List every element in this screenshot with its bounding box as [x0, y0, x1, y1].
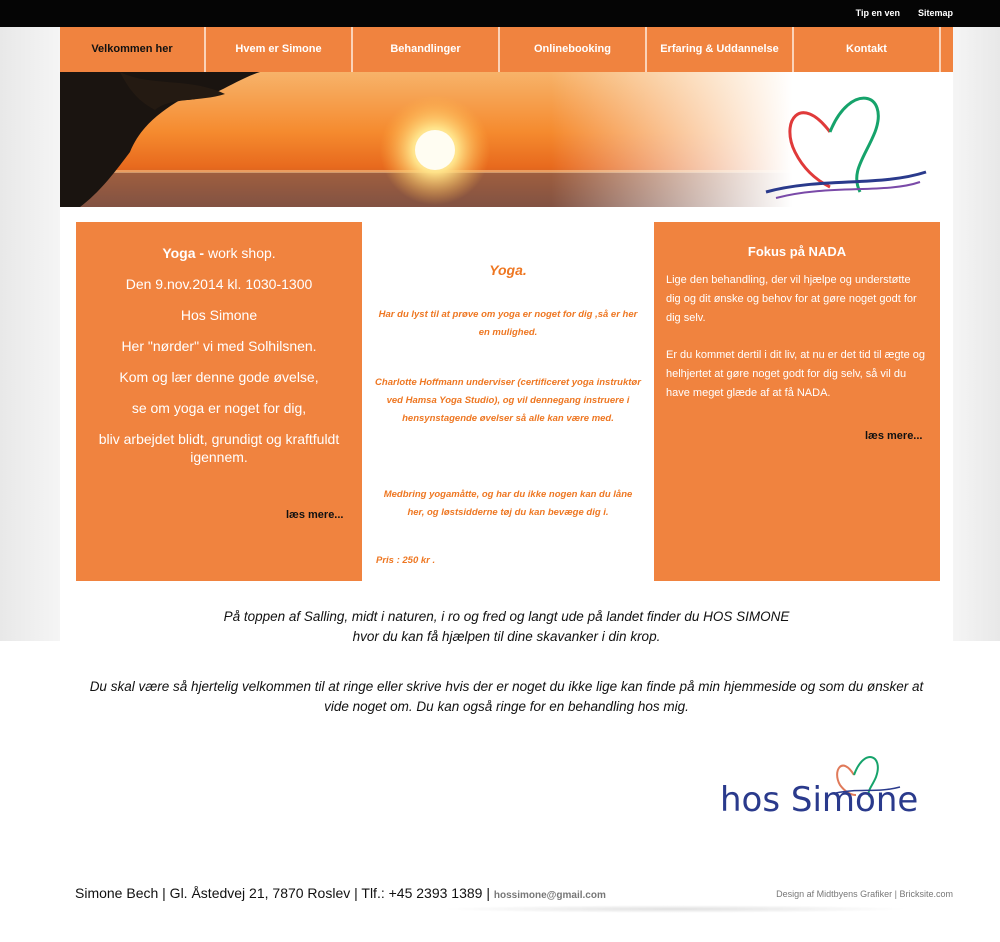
tip-friend-link[interactable]: Tip en ven [855, 8, 900, 18]
hos-simone-logo [718, 733, 918, 828]
workshop-title: Yoga - work shop. [162, 245, 276, 261]
nada-panel [654, 222, 940, 581]
footer-contact: Simone Bech | Gl. Åstedvej 21, 7870 Roslev | Tlf.: +45 2393 1389 | hossimone@gmail.com [75, 885, 606, 901]
nav-hvem-er-simone[interactable]: Hvem er Simone [206, 27, 353, 72]
yoga-heading: Yoga. [489, 262, 527, 278]
sunset-image [60, 72, 953, 207]
workshop-line: Kom og lær denne gode øvelse, [119, 369, 319, 385]
email-link[interactable]: hossimone@gmail.com [493, 890, 606, 901]
yoga-paragraph: Har du lyst til at prøve om yoga er noget for dig ,så er her en mulighed. [378, 309, 638, 338]
main-nav [60, 27, 953, 72]
yoga-price: Pris : 250 kr . [376, 555, 436, 566]
workshop-panel [76, 222, 362, 581]
header-banner [60, 72, 953, 207]
nav-kontakt[interactable]: Kontakt [794, 27, 941, 72]
yoga-paragraph: Charlotte Hoffmann underviser (certificeret yoga instruktør ved Hamsa Yoga Studio), og vil dennegang instruere i hensynstagende øvelser så alle kan være med. [375, 377, 641, 424]
workshop-line: bliv arbejdet blidt, grundigt og kraftfuldt igennem. [98, 431, 340, 465]
workshop-line: Hos Simone [180, 307, 258, 323]
left-shade [0, 27, 60, 641]
yoga-panel [362, 222, 654, 581]
top-bar [0, 0, 1000, 27]
footer-shadow [440, 905, 910, 913]
nav-velkommen[interactable]: Velkommen her [60, 27, 206, 72]
workshop-line: Den 9.nov.2014 kl. 1030-1300 [125, 276, 313, 292]
sitemap-link[interactable]: Sitemap [917, 8, 953, 18]
svg-text:hos Simone: hos Simone [720, 780, 918, 820]
design-credit[interactable]: Design af Midtbyens Grafiker | Bricksite.com [776, 889, 953, 899]
welcome-text: Du skal være så hjertelig velkommen til at ringe eller skrive hvis der er noget du ikke lige kan finde på min hjemmeside og som du ønsker at vide noget om. Du kan også ringe for en behandling hos mig. [89, 679, 924, 714]
read-more-link[interactable]: læs mere... [286, 509, 344, 521]
page-container [60, 27, 953, 907]
yoga-paragraph: Medbring yogamåtte, og har du ikke nogen kan du låne her, og løstsidderne tøj du kan bevæge dig i. [383, 489, 633, 518]
read-more-link[interactable]: læs mere... [865, 430, 923, 442]
workshop-line: Her "nørder" vi med Solhilsnen. [121, 338, 317, 354]
workshop-line: se om yoga er noget for dig, [131, 400, 307, 416]
nav-onlinebooking[interactable]: Onlinebooking [500, 27, 647, 72]
nav-behandlinger[interactable]: Behandlinger [353, 27, 500, 72]
intro-text: På toppen af Salling, midt i naturen, i ro og fred og langt ude på landet finder du HOS SIMONE hvor du kan få hjælpen til dine skavanker i din krop. [223, 609, 790, 644]
right-shade [953, 27, 1000, 641]
nav-erfaring[interactable]: Erfaring & Uddannelse [647, 27, 794, 72]
nada-heading: Fokus på NADA [747, 244, 847, 259]
nada-paragraph: Lige den behandling, der vil hjælpe og understøtte dig og dit ønske og behov for at gøre noget godt for dig selv. [666, 274, 917, 324]
nada-paragraph: Er du kommet dertil i dit liv, at nu er det tid til ægte og helhjertet at gøre noget godt for dig selv, så vil du have meget glæde af at få NADA. [666, 349, 926, 399]
